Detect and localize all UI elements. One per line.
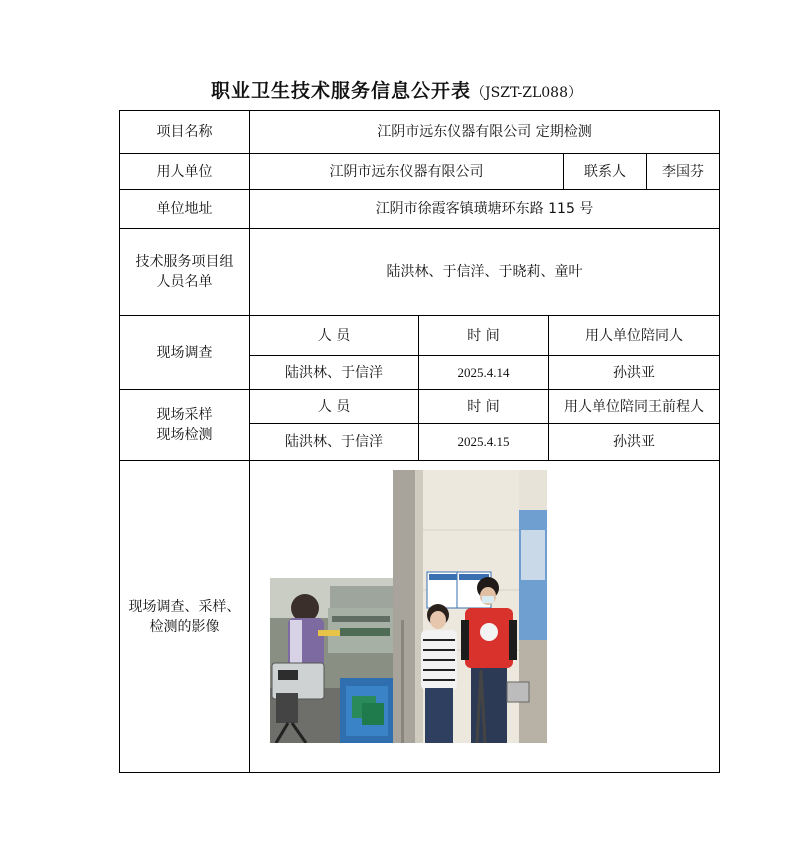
page-title: [0, 76, 793, 103]
sampling-label: [120, 390, 249, 460]
sampling-escort: 孙洪亚: [613, 434, 655, 450]
address-label: 单位地址: [156, 201, 213, 217]
sampling-time: 2025.4.15: [457, 434, 510, 449]
survey-header-people: 人 员: [317, 327, 351, 344]
team-label-line1: 技术服务项目组: [135, 254, 234, 270]
sampling-label-line2: 现场检测: [156, 427, 213, 443]
survey-escort: 孙洪亚: [613, 364, 655, 381]
sampling-people: 陆洪林、于信洋: [285, 434, 383, 450]
site-sampling-photo: [270, 578, 394, 743]
contact-value: 李国芬: [662, 163, 704, 180]
sampling-header-escort: 用人单位陪同王前程人: [564, 398, 704, 415]
site-team-photo: [393, 470, 547, 743]
survey-label: 现场调查: [156, 344, 213, 361]
employer-label: 用人单位: [156, 163, 213, 180]
team-value: 陆洪林、于信洋、于晓莉、童叶: [386, 264, 583, 280]
title-main: 职业卫生技术服务信息公开表: [211, 80, 472, 102]
survey-header-escort: 用人单位陪同人: [585, 327, 683, 344]
survey-people: 陆洪林、于信洋: [285, 364, 383, 381]
sampling-header-time: 时 间: [467, 398, 500, 415]
survey-header-time: 时 间: [467, 327, 500, 344]
project-name-label: 项目名称: [156, 124, 213, 140]
address-value: 江阴市徐霞客镇璜塘环东路 115 号: [375, 201, 594, 217]
sampling-label-line1: 现场采样: [156, 407, 213, 423]
contact-label: 联系人: [584, 163, 626, 180]
survey-time: 2025.4.14: [457, 364, 510, 380]
project-name-value: 江阴市远东仪器有限公司 定期检测: [377, 124, 592, 140]
team-label: [120, 229, 249, 315]
images-label-line2: 检测的影像: [149, 618, 220, 635]
title-code: （JSZT-ZL088）: [471, 85, 582, 101]
images-label: [120, 461, 249, 772]
sampling-header-people: 人 员: [317, 398, 351, 415]
images-label-line1: 现场调查、采样、: [128, 598, 241, 615]
team-label-line2: 人员名单: [156, 274, 213, 290]
employer-value: 江阴市远东仪器有限公司: [329, 163, 484, 180]
